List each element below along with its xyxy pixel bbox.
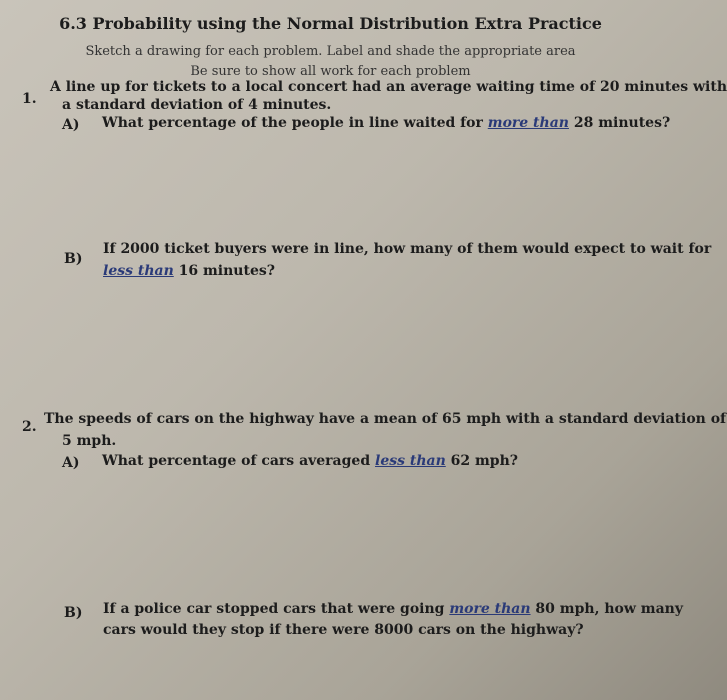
problem-1b-text-after: 16 minutes? — [173, 263, 275, 279]
problem-1a-emphasis: more than — [487, 115, 569, 131]
problem-2a-emphasis: less than — [375, 453, 446, 469]
problem-1a-text — [102, 114, 670, 132]
problem-1a-label: A) — [62, 117, 80, 133]
problem-2a-label: A) — [62, 455, 80, 471]
problem-2a-text — [102, 452, 518, 470]
problem-1b-text-line-1: If 2000 ticket buyers were in line, how many of them would expect to wait for — [103, 241, 712, 257]
problem-2b-text-before: If a police car stopped cars that were going — [103, 601, 450, 617]
problem-2b-text-line-2: cars would they stop if there were 8000 cars on the highway? — [103, 622, 584, 638]
problem-2a-text-before: What percentage of cars averaged — [102, 453, 375, 469]
problem-1b-text-line-2 — [103, 262, 275, 280]
instruction-line-1: Sketch a drawing for each problem. Label and shade the appropriate area — [85, 44, 576, 59]
problem-1-text-line-1: A line up for tickets to a local concert had an average waiting time of 20 minutes with — [50, 79, 727, 95]
problem-2b-text-after: 80 mph, how many — [530, 601, 683, 617]
problem-1-number: 1. — [22, 91, 37, 107]
problem-1b-emphasis: less than — [103, 263, 174, 279]
problem-2-text-line-2: 5 mph. — [62, 433, 117, 449]
problem-2-text-line-1: The speeds of cars on the highway have a mean of 65 mph with a standard deviation of — [44, 411, 727, 427]
problem-2b-text-line-1 — [103, 600, 683, 618]
problem-2b-emphasis: more than — [449, 601, 531, 617]
problem-2b-label: B) — [64, 605, 83, 621]
worksheet-title: 6.3 Probability using the Normal Distribution Extra Practice — [59, 14, 602, 33]
problem-2a-text-after: 62 mph? — [445, 453, 518, 469]
problem-1b-label: B) — [64, 251, 83, 267]
problem-1a-text-before: What percentage of the people in line waited for — [102, 115, 488, 131]
instruction-line-2: Be sure to show all work for each problem — [190, 64, 471, 79]
problem-1-text-line-2: a standard deviation of 4 minutes. — [62, 97, 332, 113]
problem-1a-text-after: 28 minutes? — [568, 115, 671, 131]
problem-2-number: 2. — [22, 419, 37, 435]
